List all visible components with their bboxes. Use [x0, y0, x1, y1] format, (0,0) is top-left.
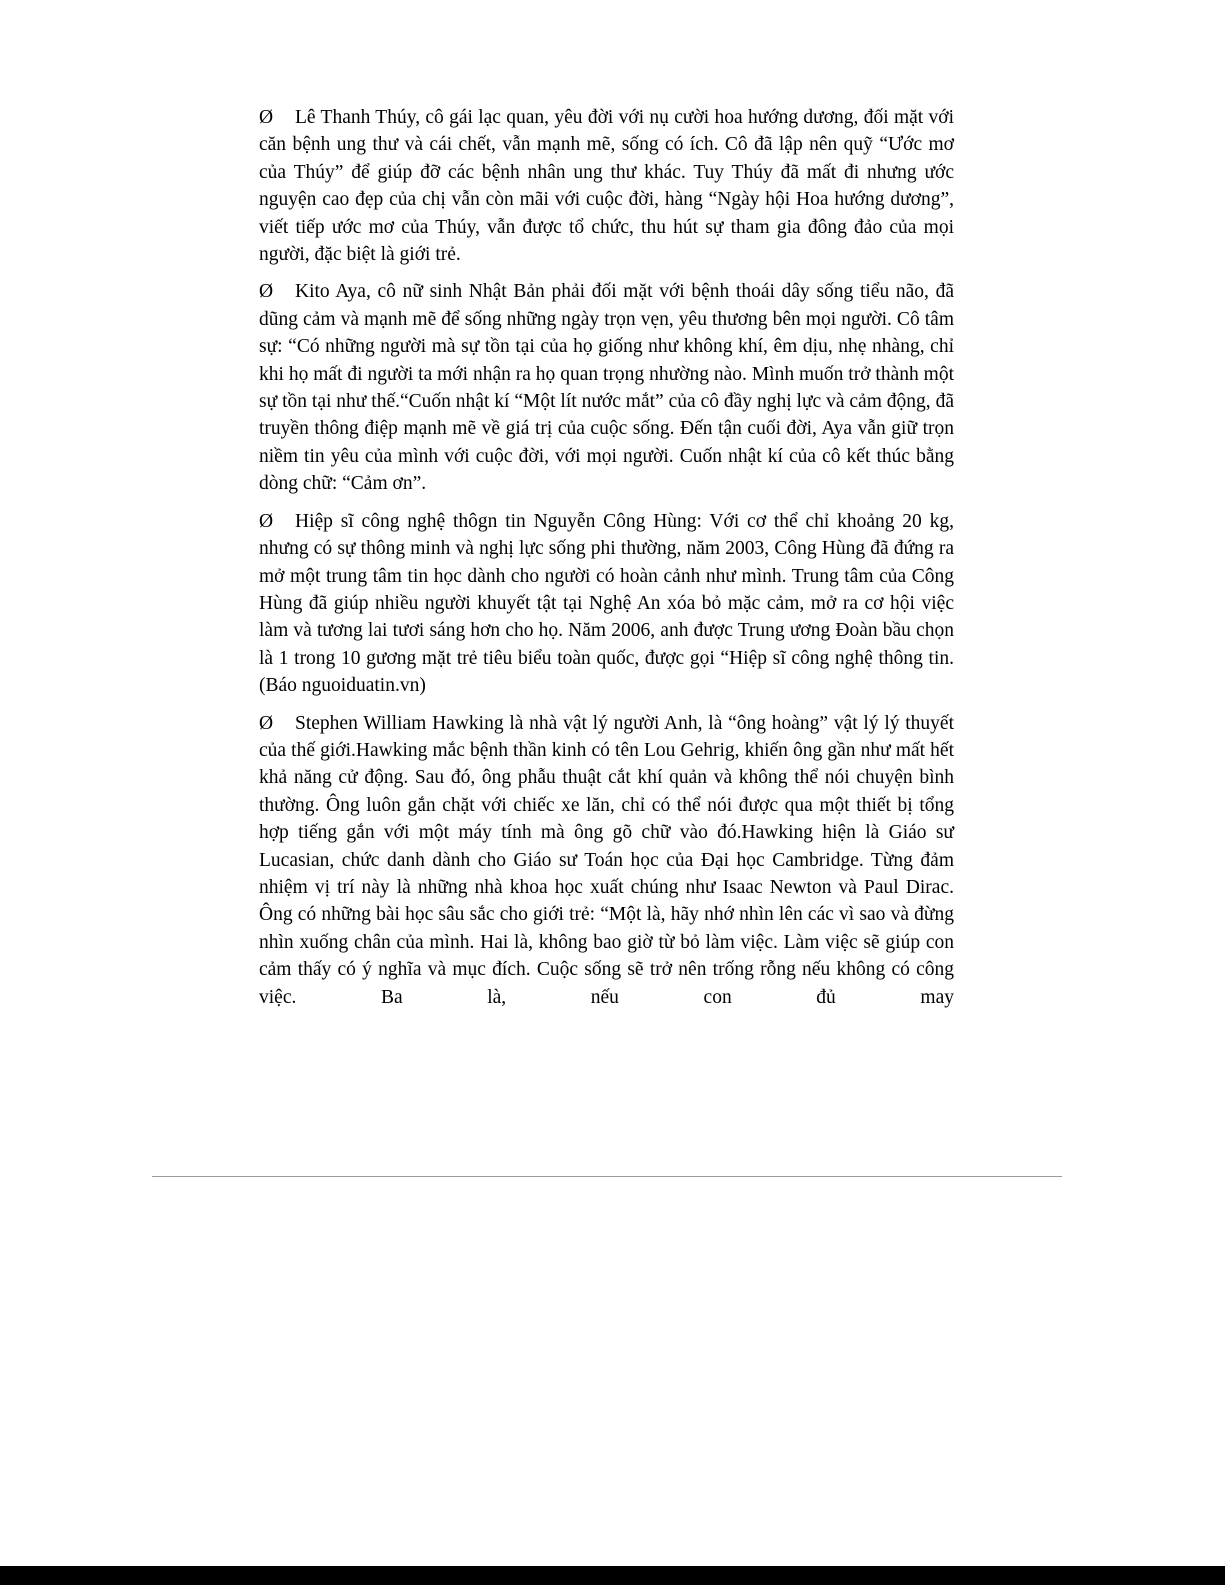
paragraph-text: Lê Thanh Thúy, cô gái lạc quan, yêu đời với nụ cười hoa hướng dương, đối mặt với căn bệnh ung thư và cái chết, vẫn mạnh mẽ, sống có ích. Cô đã lập nên quỹ “Ước mơ của Thúy” để giúp đỡ các bệnh nhân ung thư khác. Tuy Thúy đã mất đi nhưng ước nguyện cao đẹp của chị vẫn còn mãi với cuộc đời, hàng “Ngày hội Hoa hướng dương”, viết tiếp ước mơ của Thúy, vẫn được tổ chức, thu hút sự tham gia đông đảo của mọi người, đặc biệt là giới trẻ. [259, 107, 954, 266]
bottom-edge-bar [0, 1566, 1225, 1585]
paragraph-text: Hiệp sĩ công nghệ thôgn tin Nguyễn Công Hùng: Với cơ thể chỉ khoảng 20 kg, nhưng có sự thông minh và nghị lực sống phi thường, năm 2003, Công Hùng đã đứng ra mở một trung tâm tin học dành cho người có hoàn cảnh như mình. Trung tâm của Công Hùng đã giúp nhiều người khuyết tật tại Nghệ An xóa bỏ mặc cảm, mở ra cơ hội việc làm và tương lai tươi sáng hơn cho họ. Năm 2006, anh được Trung ương Đoàn bầu chọn là 1 trong 10 gương mặt trẻ tiêu biểu toàn quốc, được gọi “Hiệp sĩ công nghệ thông tin. (Báo nguoiduatin.vn) [259, 510, 954, 697]
paragraph-stephen-hawking [259, 710, 954, 1011]
document-page-body [259, 104, 954, 1021]
bullet-symbol: Ø [259, 712, 274, 734]
bullet-symbol: Ø [259, 281, 274, 303]
paragraph-text: Stephen William Hawking là nhà vật lý người Anh, là “ông hoàng” vật lý lý thuyết của thế giới.Hawking mắc bệnh thần kinh có tên Lou Gehrig, khiến ông gần như mất hết khả năng cử động. Sau đó, ông phẫu thuật cắt khí quản và không thể nói chuyện bình thường. Ông luôn gắn chặt với chiếc xe lăn, chỉ có thể nói được qua một thiết bị tổng hợp tiếng gắn với một máy tính mà ông gõ chữ vào đó.Hawking hiện là Giáo sư Lucasian, chức danh dành cho Giáo sư Toán học của Đại học Cambridge. Từng đảm nhiệm vị trí này là những nhà khoa học xuất chúng như Isaac Newton và Paul Dirac. Ông có những bài học sâu sắc cho giới trẻ: “Một là, hãy nhớ nhìn lên các vì sao và đừng nhìn xuống chân của mình. Hai là, không bao giờ từ bỏ làm việc. Làm việc sẽ giúp con cảm thấy có ý nghĩa và mục đích. Cuộc sống sẽ trở nên trống rỗng nếu không có công việc. Ba là, nếu con đủ may [259, 712, 954, 1008]
paragraph-nguyen-cong-hung [259, 508, 954, 700]
paragraph-kito-aya [259, 278, 954, 497]
bullet-symbol: Ø [259, 510, 274, 532]
page-divider [152, 1176, 1062, 1177]
bullet-symbol: Ø [259, 107, 274, 128]
paragraph-text: Kito Aya, cô nữ sinh Nhật Bản phải đối mặt với bệnh thoái dây sống tiểu não, đã dũng cảm và mạnh mẽ để sống những ngày trọn vẹn, yêu thương bên mọi người. Cô tâm sự: “Có những người mà sự tồn tại của họ giống như không khí, êm dịu, nhẹ nhàng, chỉ khi họ mất đi người ta mới nhận ra họ quan trọng nhường nào. Mình muốn trở thành một sự tồn tại như thế.“Cuốn nhật kí “Một lít nước mắt” của cô đầy nghị lực và cảm động, đã truyền thông điệp mạnh mẽ về giá trị của cuộc sống. Đến tận cuối đời, Aya vẫn giữ trọn niềm tin yêu của mình với cuộc đời, với mọi người. Cuốn nhật kí của cô kết thúc bằng dòng chữ: “Cảm ơn”. [259, 281, 954, 495]
paragraph-le-thanh-thuy [259, 104, 954, 268]
